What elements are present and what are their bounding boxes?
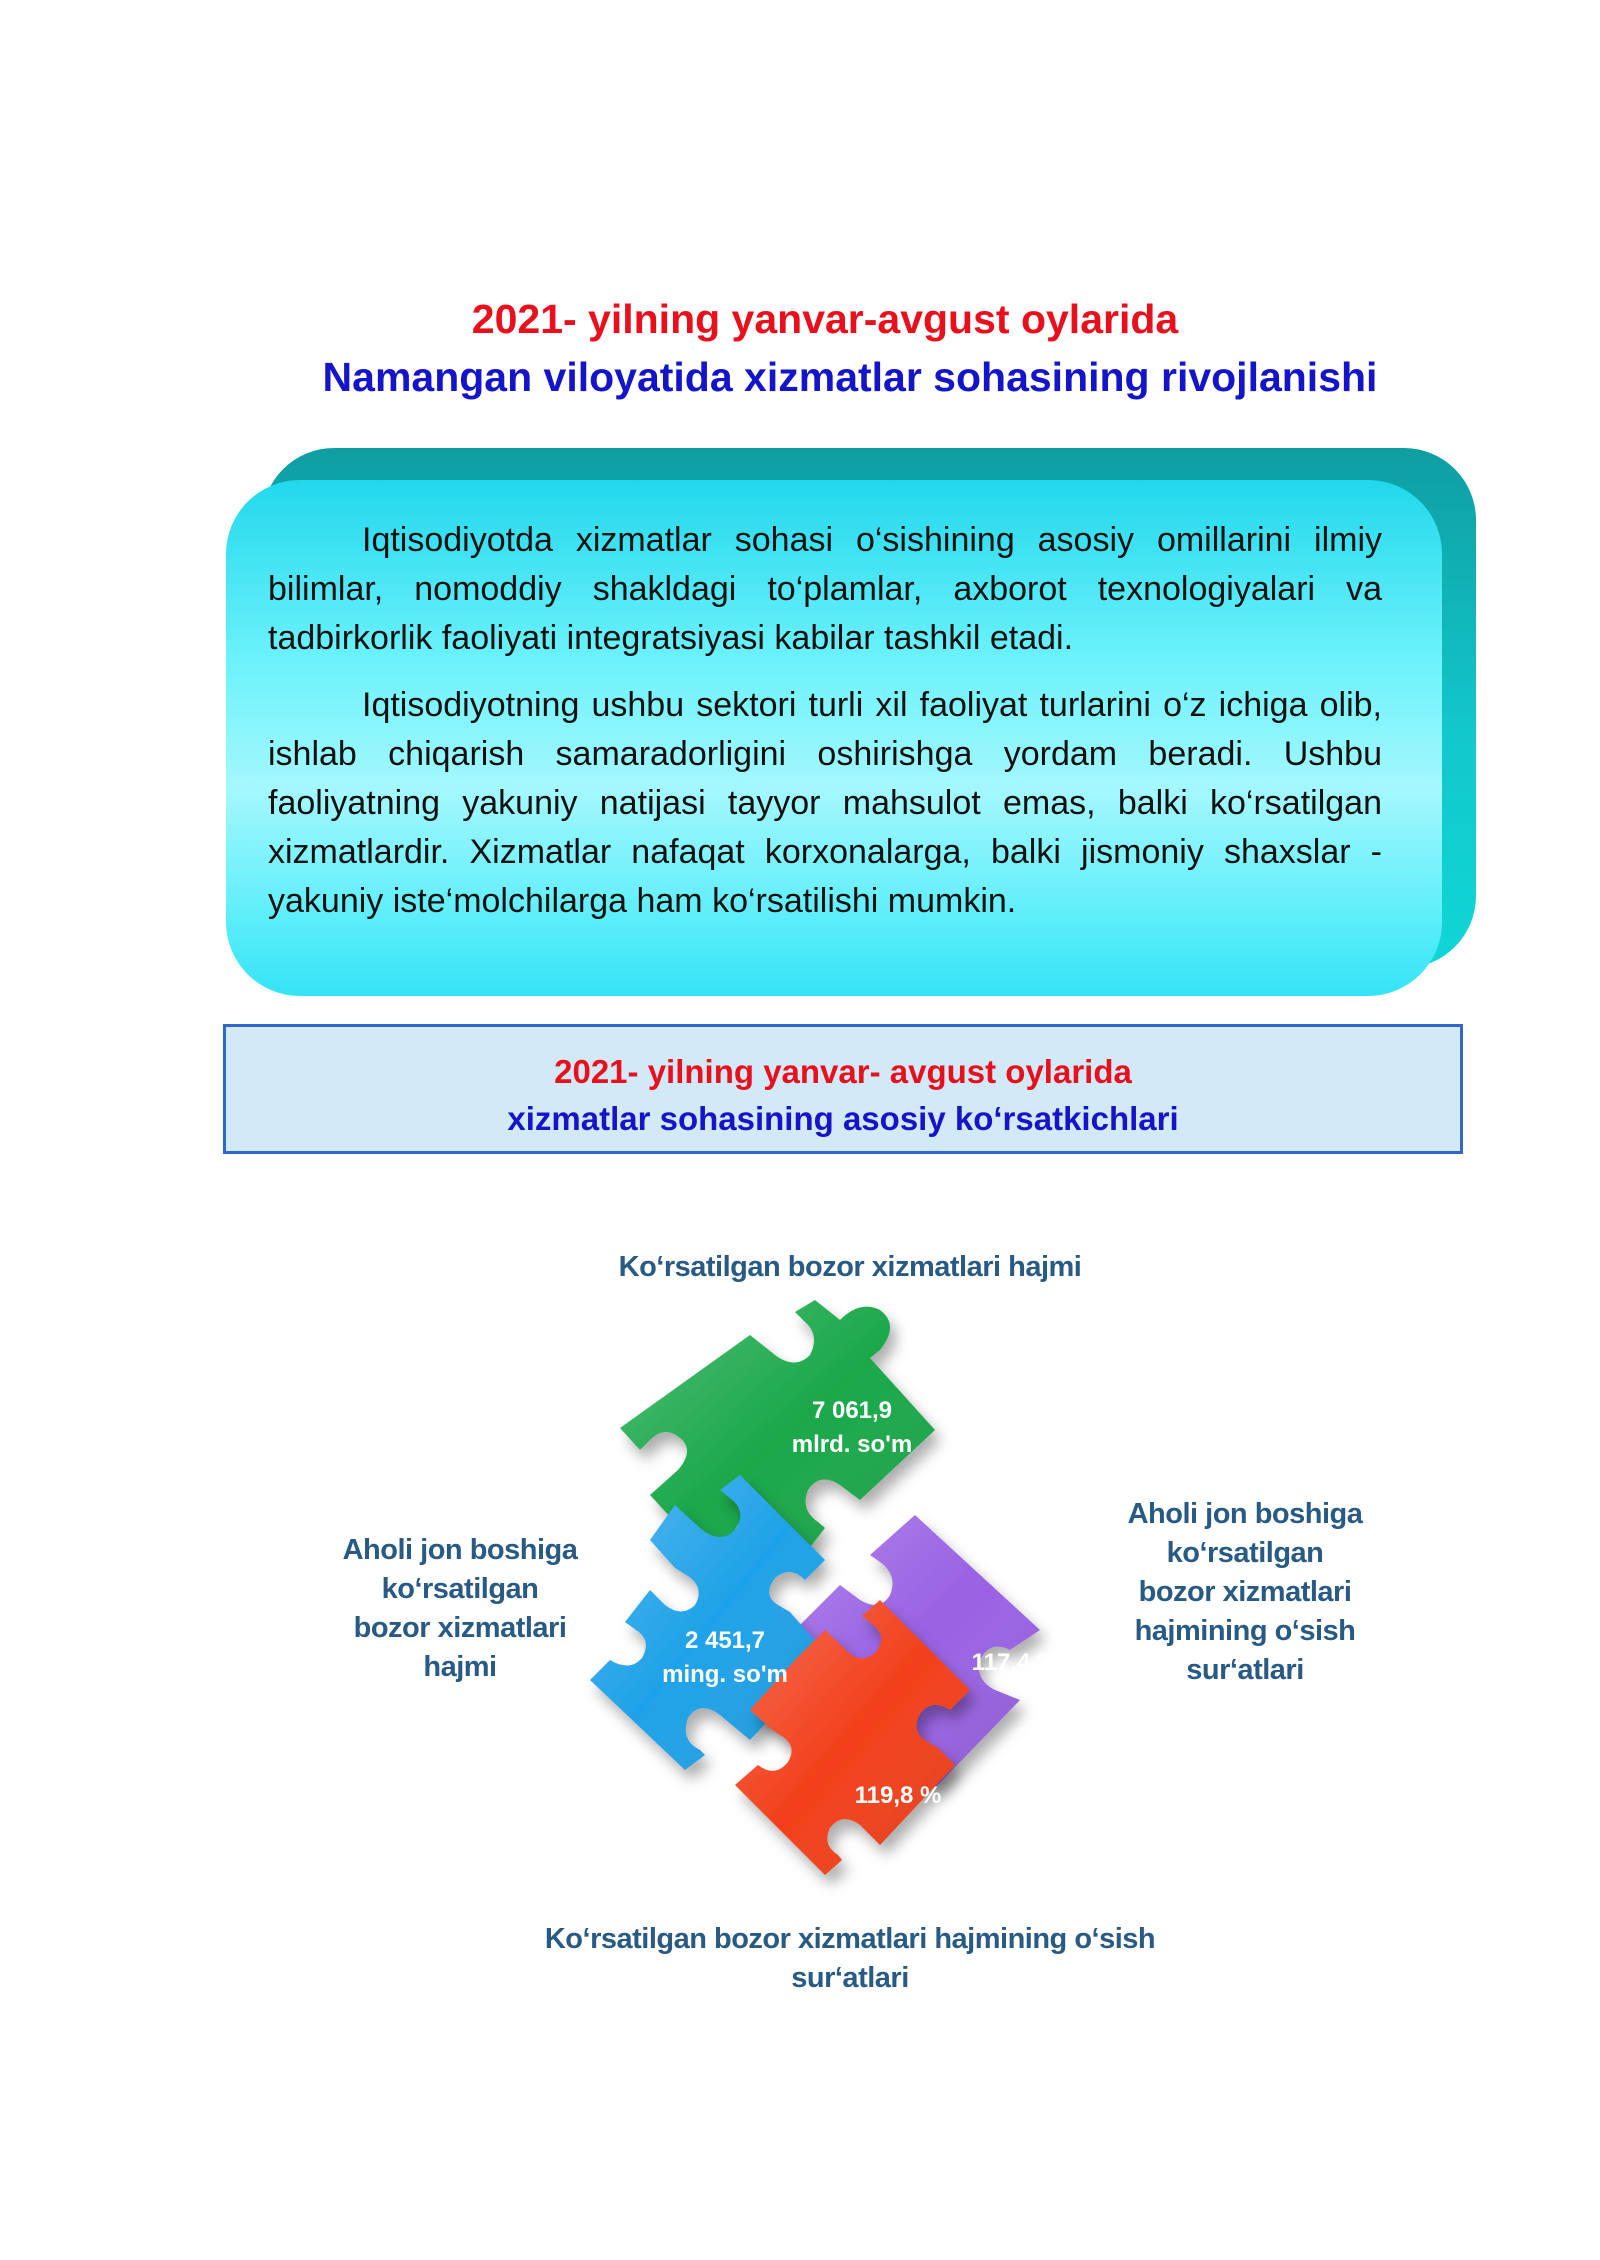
page-title [0, 290, 1600, 406]
label-per-capita-growth [1090, 1495, 1400, 1690]
title-line-period: 2021- yilning yanvar-avgust oylarida [471, 296, 1179, 342]
label-line: bozor xizmatlari [353, 1612, 567, 1644]
label-line: hajmining o‘sish [1134, 1615, 1356, 1647]
indicators-heading-title: xizmatlar sohasining asosiy ko‘rsatkichlari [507, 1100, 1179, 1137]
green-piece-value: 7 061,9 [811, 1397, 893, 1424]
blue-piece-value: 2 451,7 [684, 1627, 766, 1654]
green-piece-unit: mlrd. so'm [791, 1431, 913, 1458]
label-line: sur‘atlari [791, 1962, 909, 1994]
intro-paragraph-2: Iqtisodiyotning ushbu sektori turli xil faoliyat turlarini o‘z ichiga olib, ishlab chiqarish samaradorligini oshirishga yordam beradi. Ushbu faoliyatning yakuniy natijasi tayyor mahsulot emas, balki ko‘rsatilgan xizmatlardir. Xizmatlar nafaqat korxonalarga, balki jismoniy shaxslar - yakuniy iste‘molchilarga ham ko‘rsatilishi mumkin. [268, 686, 1382, 920]
label-per-capita-volume [310, 1531, 610, 1687]
intro-paragraph-1: Iqtisodiyotda xizmatlar sohasi o‘sishining asosiy omillarini ilmiy bilimlar, nomoddiy shakldagi to‘plamlar, axborot texnologiyalari va tadbirkorlik faoliyati integratsiyasi kabilar tashkil etadi. [268, 521, 1382, 657]
label-line: Ko‘rsatilgan bozor xizmatlari hajmining o‘sish [544, 1923, 1156, 1955]
label-line: ko‘rsatilgan [381, 1573, 539, 1605]
label-line: ko‘rsatilgan [1166, 1537, 1324, 1569]
puzzle-infographic [580, 1300, 1120, 1940]
purple-piece-value: 117,4 % [971, 1649, 1059, 1676]
title-line-topic: Namangan viloyatida xizmatlar sohasining rivojlanishi [322, 354, 1378, 400]
indicators-heading-box [223, 1024, 1463, 1154]
label-line: bozor xizmatlari [1138, 1576, 1352, 1608]
intro-text-box [226, 480, 1442, 996]
indicators-heading-period: 2021- yilning yanvar- avgust oylarida [554, 1053, 1132, 1090]
blue-piece-unit: ming. so'm [662, 1661, 788, 1688]
label-line: Aholi jon boshiga [1127, 1498, 1363, 1530]
label-line: sur‘atlari [1186, 1654, 1304, 1686]
label-line: hajmi [423, 1651, 497, 1683]
red-piece-value: 119,8 % [854, 1782, 942, 1809]
label-line: Aholi jon boshiga [342, 1534, 578, 1566]
label-market-services-volume: Ko‘rsatilgan bozor xizmatlari hajmi [618, 1251, 1082, 1283]
